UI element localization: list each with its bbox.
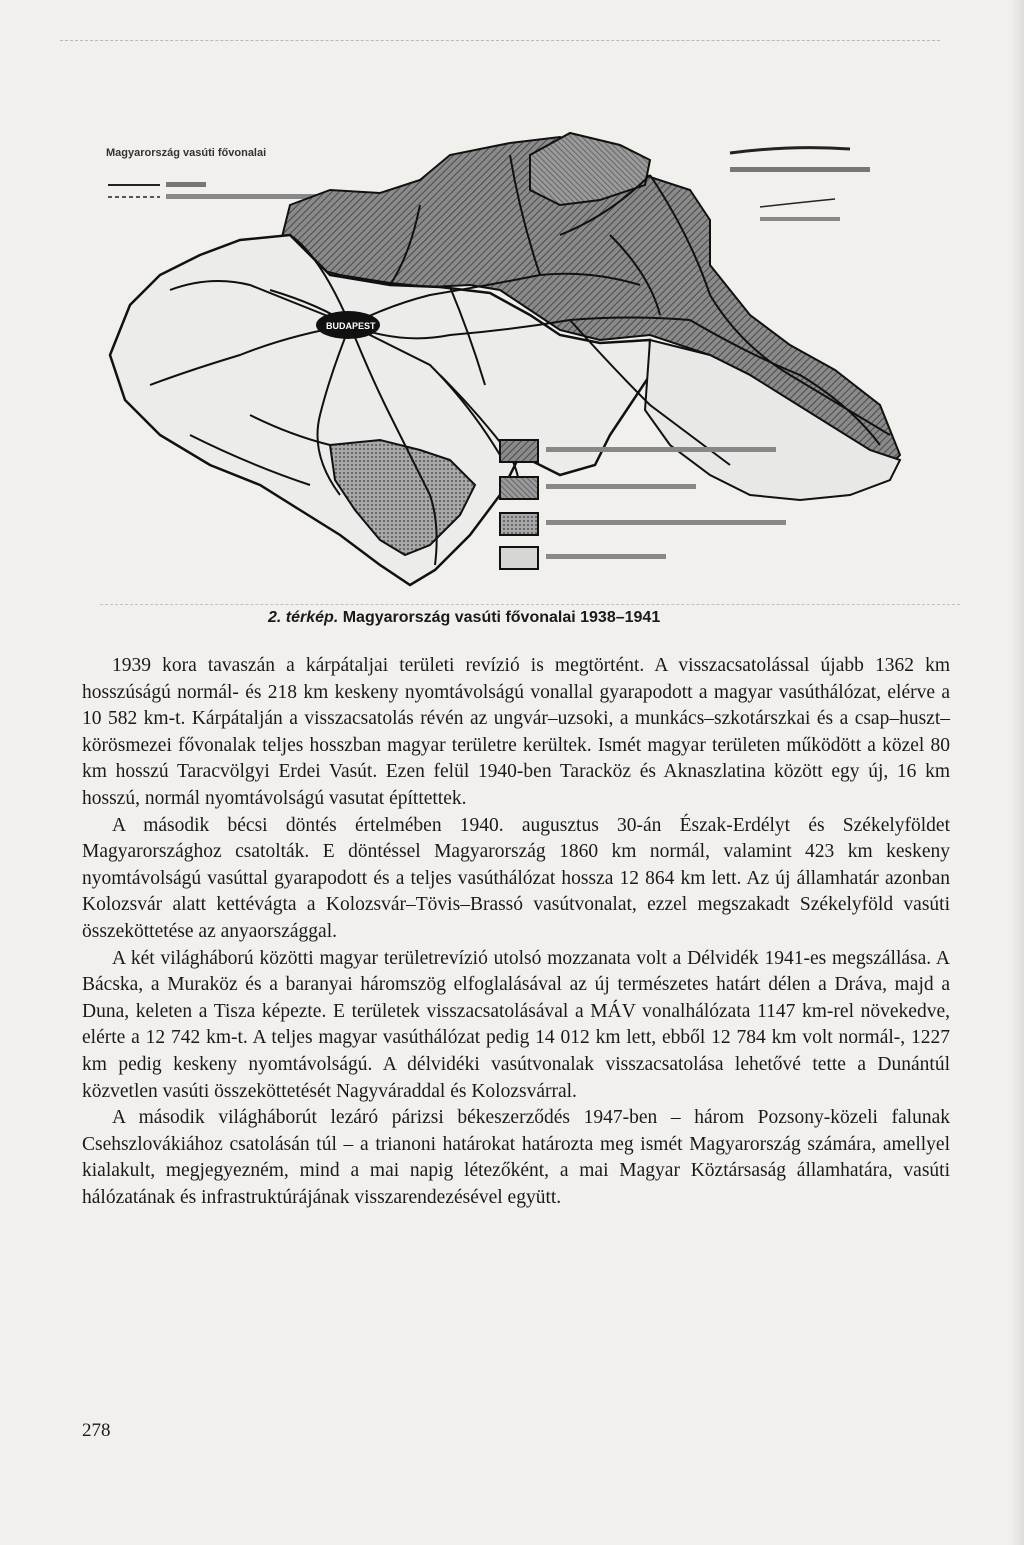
- map-title: Magyarország vasúti fővonalai: [106, 147, 267, 159]
- budapest-label: BUDAPEST: [326, 321, 376, 331]
- figure-number: 2.: [268, 609, 282, 626]
- caption-dashed-rule: [100, 604, 960, 605]
- figure-caption: [268, 609, 660, 627]
- paragraph: 1939 kora tavaszán a kárpátaljai területi revízió is megtörtént. A visszacsatolással újabb 1362 km hosszúságú normál- és 218 km keskeny nyomtávolságú vonallal gyarapodott a magyar vasúthálózat, elérve a 10 582 km-t. Kárpátalján a visszacsatolás révén az ungvár–uzsoki, a munkács–szkotárszkai és a csap–huszt–körösmezei fővonalak teljes hosszban magyar területre kerültek. Ismét magyar területen működött a közel 80 km hosszú Taracvölgyi Erdei Vasút. Ezen felül 1940-ben Taracköz és Aknaszlatina között egy új, 16 km hosszú, normál nyomtávolságú vasutat építtettek.: [82, 655, 950, 809]
- body-text: [82, 653, 950, 1211]
- page-edge-shadow: [1010, 0, 1024, 1545]
- railway-map: [90, 115, 925, 610]
- figure-title: Magyarország vasúti fővonalai 1938–1941: [342, 609, 661, 626]
- map-legend-top-right: [730, 148, 870, 221]
- page-number: 278: [82, 1420, 111, 1441]
- paragraph: A két világháború közötti magyar területrevízió utolsó mozzanata volt a Délvidék 1941-es megszállása. A Bácska, a Muraköz és a baranyai háromszög elfoglalásával az új természetes határt délen a Dráva, majd a Duna, keleten a Tisza képezte. E területek visszacsatolásával a MÁV vonalhálózata 1147 km-rel növekedve, elérte a 12 742 km-t. A teljes magyar vasúthálózat pedig 14 012 km lett, ebből 12 784 km volt normál-, 1227 km pedig keskeny nyomtávolságú. A délvidéki vasútvonalak visszacsatolása lehetővé tette a Dunántúl közvetlen vasúti összeköttetését Nagyváraddal és Kolozsvárral.: [82, 947, 950, 1102]
- paragraph: A második bécsi döntés értelmében 1940. augusztus 30-án Észak-Erdélyt és Székelyföldet Magyarországhoz csatolták. E döntéssel Magyarország 1860 km normál, valamint 423 km keskeny nyomtávolságú vasúttal gyarapodott és a teljes vasúthálózat hossza 12 864 km lett. Az új államhatár azonban Kolozsvár alatt kettévágta a Kolozsvár–Tövis–Brassó vasútvonalat, ezzel megszakadt Székelyföld vasúti összeköttetése az anyaországgal.: [82, 814, 950, 942]
- map-legend-top-left: [108, 182, 316, 199]
- map-graphic: [90, 115, 925, 610]
- top-dashed-rule: [60, 40, 940, 41]
- paragraph: A második világháborút lezáró párizsi békeszerződés 1947-ben – három Pozsony-közeli falunak Csehszlovákiához csatolásán túl – a trianoni határokat határozta meg ismét Magyarország számára, amellyel kialakult, megjegyezném, mind a mai napig létezőként, a mai Magyar Köztársaság államhatára, vasúti hálózatának és infrastruktúrájának visszarendezésével együtt.: [82, 1107, 950, 1208]
- figure-kind: térkép.: [285, 609, 339, 626]
